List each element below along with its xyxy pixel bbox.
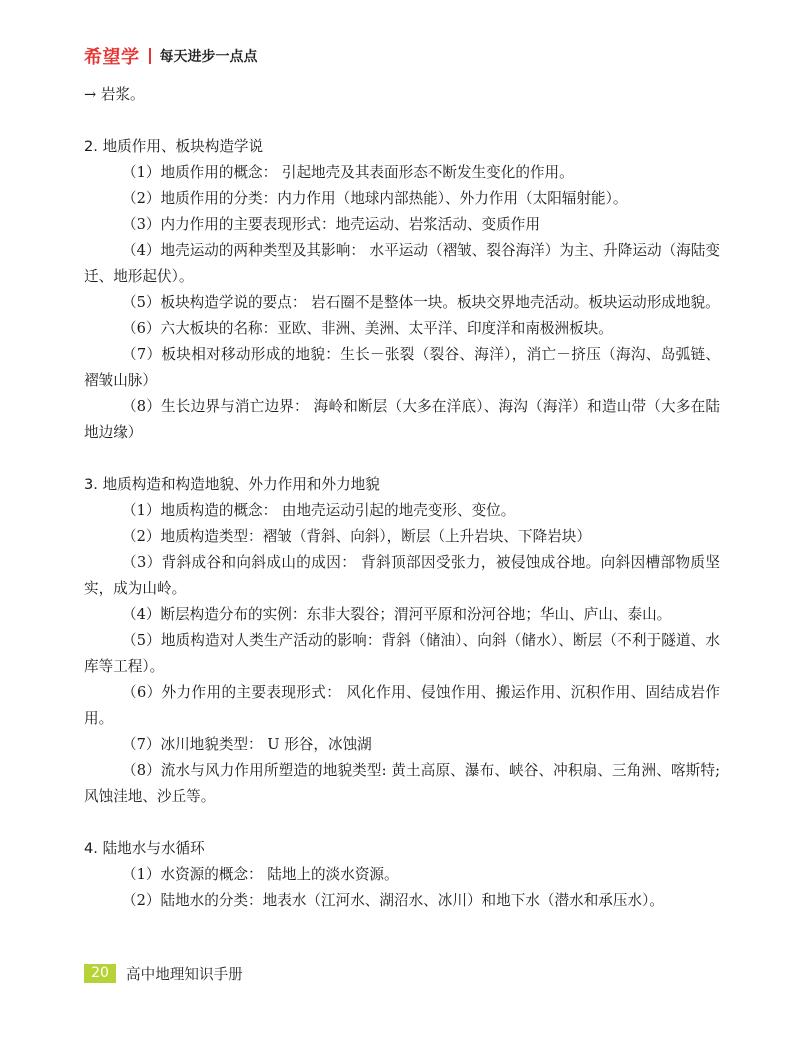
page-footer <box>84 963 243 984</box>
section-4-item: （2）陆地水的分类：地表水（江河水、湖沼水、冰川）和地下水（潜水和承压水）。 <box>122 892 664 909</box>
section-2-item: （5）板块构造学说的要点： 岩石圈不是整体一块。板块交界地壳活动。板块运动形成地貌。 <box>122 294 720 311</box>
header-slogan: 每天进步一点点 <box>159 49 258 65</box>
section-2-item: （6）六大板块的名称：亚欧、非洲、美洲、太平洋、印度洋和南极洲板块。 <box>122 320 613 337</box>
section-3-item: （4）断层构造分布的实例：东非大裂谷；渭河平原和汾河谷地；华山、庐山、泰山。 <box>122 606 672 623</box>
section-4-title: 4. 陆地水与水循环 <box>84 840 205 857</box>
section-2-item: （8）生长边界与消亡边界： 海岭和断层（大多在洋底）、海沟（海洋）和造山带（大多在陆地边缘） <box>84 398 720 441</box>
page-header <box>84 44 258 68</box>
brand-logo: 希望学 <box>84 47 140 68</box>
section-2-item: （7）板块相对移动形成的地貌：生长－张裂（裂谷、海洋），消亡－挤压（海沟、岛弧链、褶皱山脉） <box>84 346 720 389</box>
section-3-title: 3. 地质构造和构造地貌、外力作用和外力地貌 <box>84 476 380 493</box>
page-number-badge: 20 <box>84 964 116 983</box>
section-3-item: （8）流水与风力作用所塑造的地貌类型: 黄土高原、瀑布、峡谷、冲积扇、三角洲、喀斯特; 风蚀洼地、沙丘等。 <box>84 762 720 805</box>
section-3-item: （2）地质构造类型：褶皱（背斜、向斜），断层（上升岩块、下降岩块） <box>122 528 591 545</box>
section-3-item: （1）地质构造的概念： 由地壳运动引起的地壳变形、变位。 <box>122 502 516 519</box>
section-2-title: 2. 地质作用、板块构造学说 <box>84 138 264 155</box>
section-3-item: （3）背斜成谷和向斜成山的成因： 背斜顶部因受张力，被侵蚀成谷地。向斜因槽部物质坚实，成为山岭。 <box>84 554 720 597</box>
section-2-item: （4）地壳运动的两种类型及其影响： 水平运动（褶皱、裂谷海洋）为主、升降运动（海陆变迁、地形起伏）。 <box>84 242 720 285</box>
section-3-item: （6）外力作用的主要表现形式： 风化作用、侵蚀作用、搬运作用、沉积作用、固结成岩作用。 <box>84 684 720 727</box>
intro-line: → 岩浆。 <box>84 86 145 103</box>
page-content <box>84 82 720 914</box>
section-3-item: （5）地质构造对人类生产活动的影响：背斜（储油）、向斜（储水）、断层（不利于隧道、水库等工程）。 <box>84 632 720 675</box>
header-divider <box>149 48 151 64</box>
section-3-item: （7）冰川地貌类型： U 形谷，冰蚀湖 <box>122 736 372 753</box>
section-2-item: （2）地质作用的分类：内力作用（地球内部热能）、外力作用（太阳辐射能）。 <box>122 190 628 207</box>
section-2-item: （3）内力作用的主要表现形式：地壳运动、岩浆活动、变质作用 <box>122 216 540 233</box>
section-4-item: （1）水资源的概念： 陆地上的淡水资源。 <box>122 866 399 883</box>
book-title: 高中地理知识手册 <box>126 966 243 983</box>
section-2-item: （1）地质作用的概念： 引起地壳及其表面形态不断发生变化的作用。 <box>122 164 574 181</box>
